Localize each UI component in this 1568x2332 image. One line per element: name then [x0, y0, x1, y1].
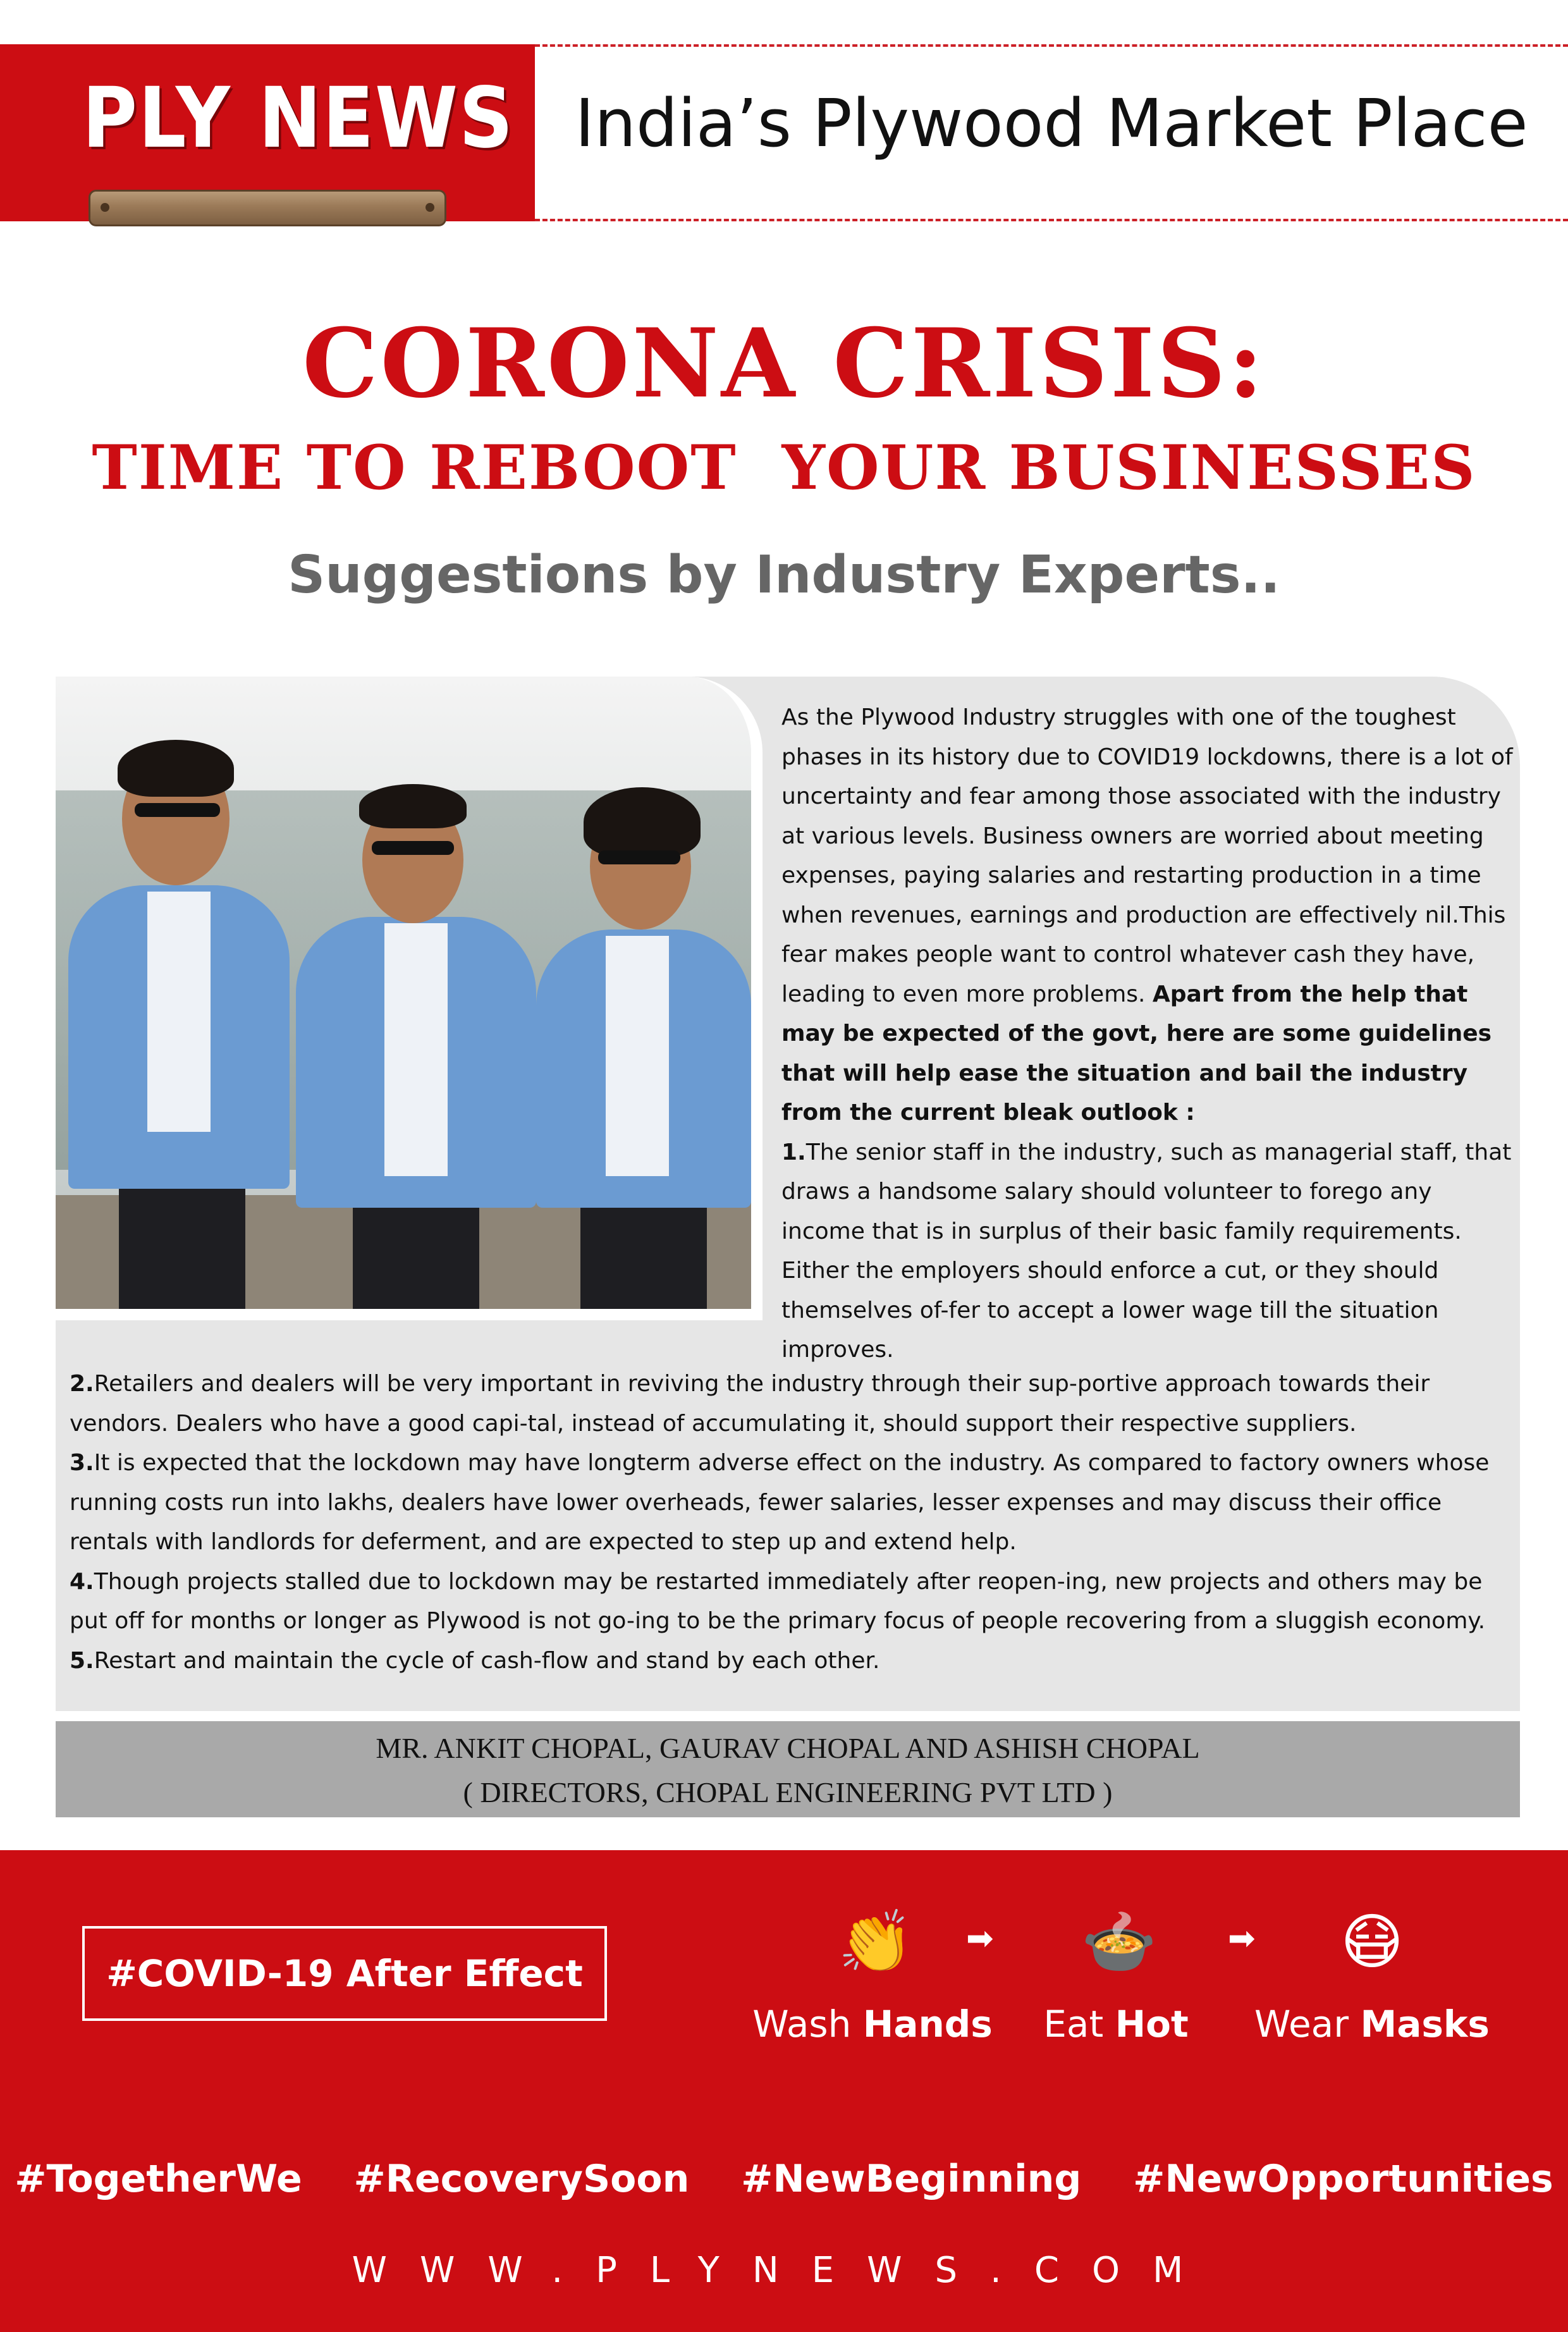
article-point-1: 1.The senior staff in the industry, such as managerial staff, that draws a handsome salary should volunteer to forego any income that is in surplus of their basic family requirements. Either the employers should enforce a cut, or they should themselves of-fer to accept a lower wage till the situation improves. [781, 1139, 1512, 1363]
mask-icon: 😷 [1340, 1906, 1404, 1977]
article-point-5: 5.Restart and maintain the cycle of cash-flow and stand by each other. [70, 1647, 880, 1674]
headline-kicker: Suggestions by Industry Experts.. [288, 545, 1280, 605]
article-intro-bold: Apart from the help that may be expected of the govt, here are some guidelines that will help ease the situation and bail the industry from the current bleak outlook : [781, 981, 1492, 1126]
headline-subtitle: TIME TO REBOOT YOUR BUSINESSES [92, 432, 1476, 503]
safety-steps [746, 1907, 1505, 2053]
nail-icon [426, 203, 434, 212]
campaign-badge: #COVID-19 After Effect [82, 1926, 607, 2021]
logo [0, 44, 535, 221]
article-point-4: 4.Though projects stalled due to lockdown may be restarted immediately after reopen-ing, new projects and others may be put off for months or longer as Plywood is not go-ing to be the primary focus of people recovering from a sluggish economy. [70, 1568, 1486, 1634]
footer-banner [0, 1850, 1568, 2332]
hashtags: #TogetherWe #RecoverySoon #NewBeginning #NewOpportunities [15, 2157, 1553, 2201]
article-intro [781, 698, 1515, 1370]
byline-names: MR. ANKIT CHOPAL, GAURAV CHOPAL AND ASHISH CHOPAL [376, 1732, 1200, 1764]
wood-plank-icon [89, 190, 446, 226]
article-point-3: 3.It is expected that the lockdown may have longterm adverse effect on the industry. As compared to factory owners whose running costs run into lakhs, dealers have lower overheads, fewer salaries, lesser expenses and may discuss their office rentals with landlords for deferment, and are expected to step up and extend help. [70, 1450, 1490, 1555]
logo-text: PLY NEWS [82, 70, 515, 167]
arrow-right-icon: ➡ [966, 1920, 994, 1958]
directors-photo [56, 677, 763, 1320]
article-points [70, 1365, 1524, 1681]
header-dash-top [535, 44, 1568, 47]
website-link[interactable]: WWW.PLYNEWS.COM [352, 2250, 1216, 2291]
clapping-hands-icon: 👏 [838, 1906, 914, 1977]
header-dash-bottom [535, 219, 1568, 221]
step-eat-hot: 🍲 Eat Hot [1043, 1906, 1189, 2046]
nail-icon [101, 203, 109, 212]
headline-title: CORONA CRISIS: [302, 308, 1266, 419]
byline-company: ( DIRECTORS, CHOPAL ENGINEERING PVT LTD ) [463, 1776, 1113, 1808]
article-point-2: 2.Retailers and dealers will be very important in reviving the industry through their sup-portive approach towards their vendors. Dealers who have a good capi-tal, instead of accumulating it, should support their respective suppliers. [70, 1371, 1430, 1437]
byline [56, 1721, 1520, 1817]
step-wash-hands: 👏 Wash Hands [752, 1906, 993, 2046]
hot-bowl-icon: 🍲 [1081, 1906, 1157, 1977]
article-intro-text: As the Plywood Industry struggles with one of the toughest phases in its history due to COVID19 lockdowns, there is a lot of uncertainty and fear among those associated with the industry at various levels. Business owners are worried about meeting expenses, paying salaries and restarting production in a time when revenues, earnings and production are effectively nil.This fear makes people want to control whatever cash they have, leading to even more problems. [781, 704, 1513, 1007]
step-wear-masks: 😷 Wear Masks [1254, 1906, 1490, 2046]
tagline: India’s Plywood Market Place [575, 85, 1528, 162]
arrow-right-icon: ➡ [1228, 1920, 1256, 1958]
